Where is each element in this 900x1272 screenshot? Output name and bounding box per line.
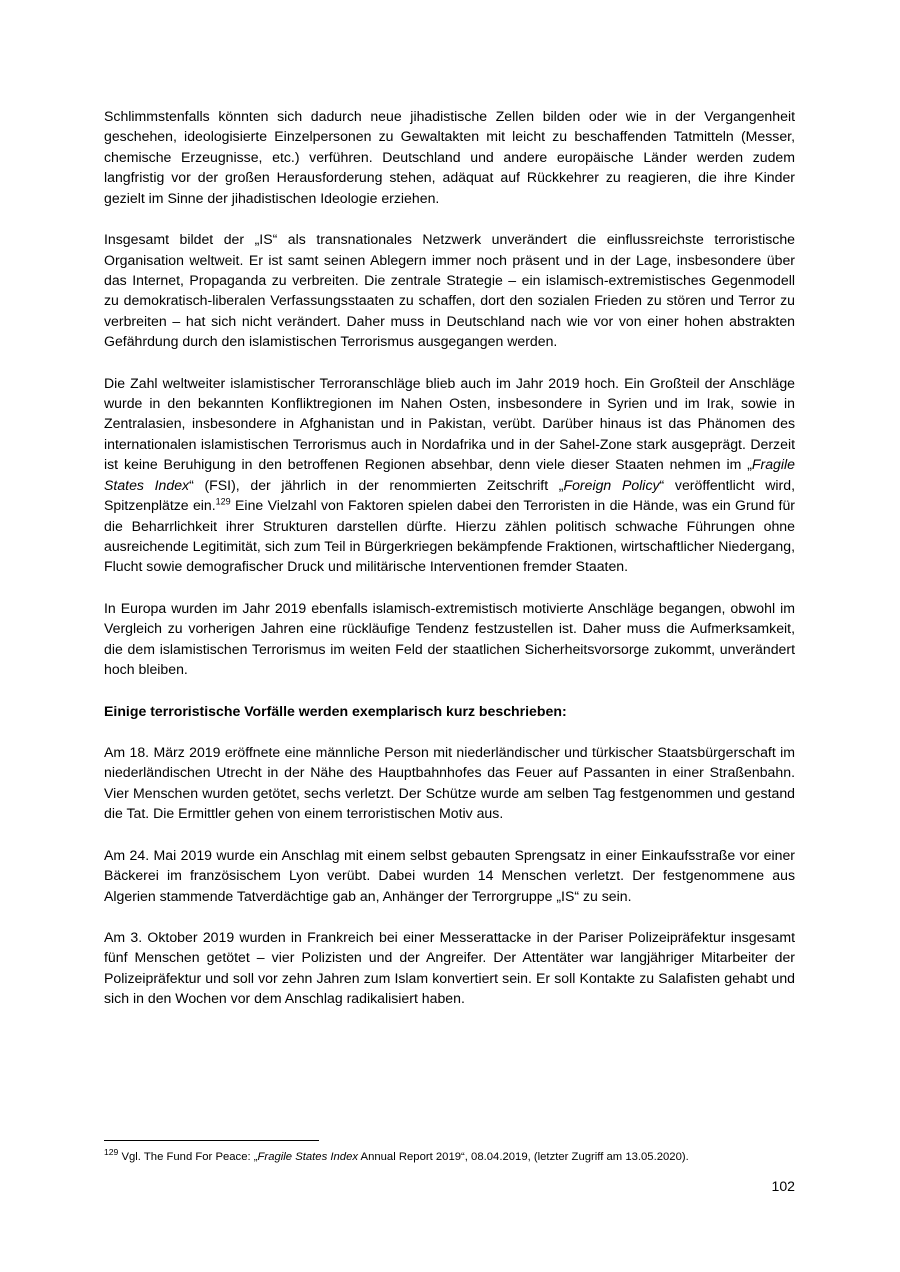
paragraph-fragile-states-index [104, 373, 795, 577]
fsi-text-part-1: Die Zahl weltweiter islamistischer Terroranschläge blieb auch im Jahr 2019 hoch. Ein Großteil der Anschläge wurde in den bekannten Konfliktregionen im Nahen Osten, insbesondere in Syrien und im Irak, sowie in Zentralasien, insbesondere in Afghanistan und in Pakistan, verübt. Darüber hinaus ist das Phänomen des internationalen islamistischen Terrorismus auch in Nordafrika und in der Sahel-Zone stark ausgeprägt. Derzeit ist keine Beruhigung in den betroffenen Regionen absehbar, denn viele dieser Staaten nehmen im „ [104, 374, 795, 473]
footnote-separator-rule [104, 1140, 319, 1141]
incident-paragraph-lyon: Am 24. Mai 2019 wurde ein Anschlag mit einem selbst gebauten Sprengsatz in einer Einkaufsstraße vor einer Bäckerei im französischem Lyon verübt. Dabei wurden 14 Menschen verletzt. Der festgenommene aus Algerien stammende Tatverdächtige gab an, Anhänger der Terrorgruppe „IS“ zu sein. [104, 846, 795, 904]
incident-paragraph-utrecht: Am 18. März 2019 eröffnete eine männliche Person mit niederländischer und türkischer Staatsbürgerschaft im niederländischen Utrecht in der Nähe des Hauptbahnhofes das Feuer auf Passanten in einer Straßenbahn. Vier Menschen wurden getötet, sechs verletzt. Der Schütze wurde am selben Tag festgenommen und gestand die Tat. Die Ermittler gehen von einem terroristischen Motiv aus. [104, 743, 795, 822]
footnote-area [104, 1140, 795, 1166]
paragraph-1: Schlimmstenfalls könnten sich dadurch neue jihadistische Zellen bilden oder wie in der Vergangenheit geschehen, ideologisierte Einzelpersonen zu Gewaltakten mit leicht zu beschaffenden Tatmitteln (Messer, chemische Erzeugnisse, etc.) verführen. Deutschland und andere europäische Länder werden zudem langfristig vor der großen Herausforderung stehen, adäquat auf Rückkehrer zu reagieren, die ihre Kinder gezielt im Sinne der jihadistischen Ideologie erziehen. [104, 108, 795, 206]
paragraph-europe: In Europa wurden im Jahr 2019 ebenfalls islamisch-extremistisch motivierte Anschläge begangen, obwohl im Vergleich zu vorherigen Jahren eine rückläufige Tendenz festzustellen ist. Daher muss die Aufmerksamkeit, die dem islamistischen Terrorismus im weiten Feld der staatlichen Sicherheitsvorsorge zukommt, unverändert hoch bleiben. [104, 599, 795, 678]
footnote-title-italic: Fragile States Index [257, 1151, 359, 1163]
page-number: 102 [771, 1178, 795, 1194]
footnote-129 [104, 1147, 795, 1166]
incident-paragraph-paris: Am 3. Oktober 2019 wurden in Frankreich bei einer Messerattacke in der Pariser Polizeipräfektur insgesamt fünf Menschen getötet – vier Polizisten und der Angreifer. Der Attentäter war langjähriger Mitarbeiter der Polizeipräfektur und soll vor zehn Jahren zum Islam konvertiert sein. Er soll Kontakte zu Salafisten gehabt und sich in den Wochen vor dem Anschlag radikalisiert haben. [104, 928, 795, 1007]
paragraph-2: Insgesamt bildet der „IS“ als transnationales Netzwerk unverändert die einflussreichste terroristische Organisation weltweit. Er ist samt seinen Ablegern immer noch präsent und in der Lage, insbesondere über das Internet, Propaganda zu verbreiten. Die zentrale Strategie – ein islamisch-extremistisches Gegenmodell zu demokratisch-liberalen Verfassungsstaaten zu schaffen, dort den sozialen Frieden zu stören und Terror zu verbreiten – hat sich nicht verändert. Daher muss in Deutschland nach wie vor von einer hohen abstrakten Gefährdung durch den islamistischen Terrorismus ausgegangen werden. [104, 231, 795, 350]
footnote-reference-129: 129 [215, 496, 231, 507]
fsi-text-part-4: Eine Vielzahl von Faktoren spielen dabei den Terroristen in die Hände, was ein Grund für die Beharrlichkeit ihrer Strukturen darstellen dürfte. Hierzu zählen politisch schwache Führungen ohne ausreichende Legitimität, sich zum Teil in Bürgerkriegen bekämpfende Fraktionen, wirtschaftlicher Niedergang, Flucht sowie demografischer Druck und militärische Interventionen fremder Staaten. [104, 497, 795, 575]
footnote-text-part-1: Vgl. The Fund For Peace: „ [118, 1151, 258, 1163]
fsi-title-italic: Fragile States Index [104, 456, 795, 493]
footnote-number: 129 [104, 1147, 119, 1158]
foreign-policy-italic: Foreign Policy [563, 476, 660, 493]
subheading-incidents: Einige terroristische Vorfälle werden exemplarisch kurz beschrieben: [104, 702, 567, 719]
page-body [104, 106, 795, 1009]
footnote-text-part-2: Annual Report 2019“, 08.04.2019, (letzter Zugriff am 13.05.2020). [358, 1151, 689, 1163]
fsi-text-part-2: “ (FSI), der jährlich in der renommierten Zeitschrift „ [189, 476, 564, 493]
fsi-text-part-3: “ veröffentlicht wird, Spitzenplätze ein. [104, 476, 795, 514]
